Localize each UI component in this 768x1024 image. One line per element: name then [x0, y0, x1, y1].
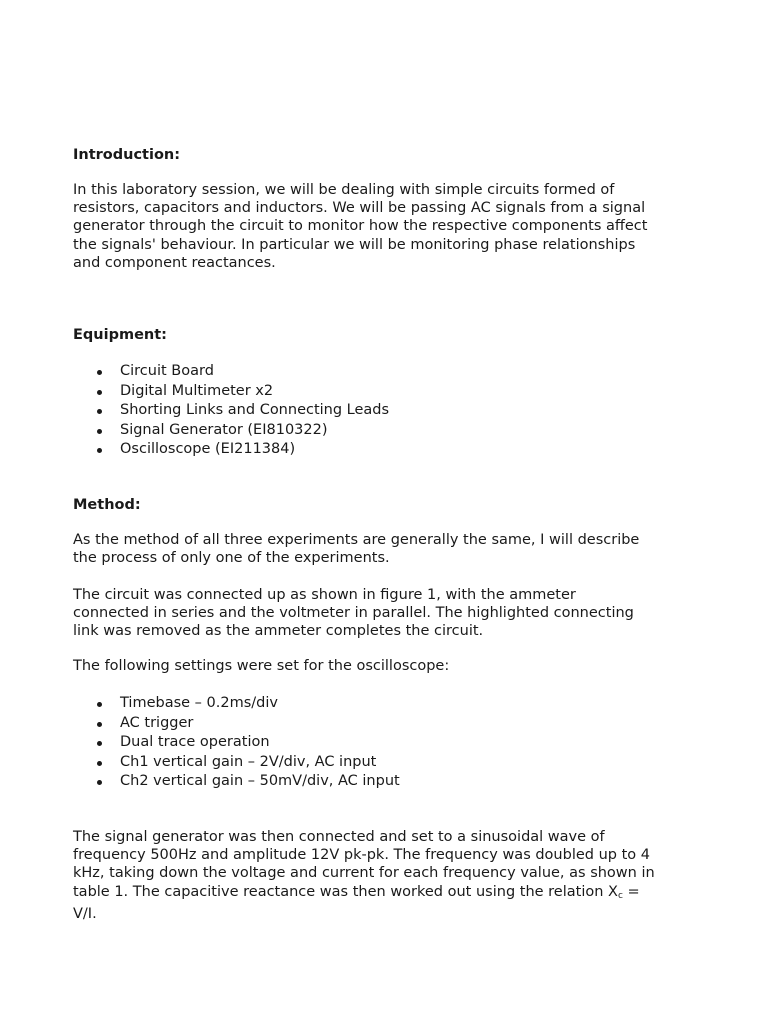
bullet-icon: [97, 741, 102, 746]
text-line: connected in series and the voltmeter in parallel. The highlighted connecting: [73, 605, 634, 622]
introduction-paragraph: [73, 181, 703, 272]
method-paragraph-1: [73, 531, 703, 567]
method-paragraph-3: [73, 657, 703, 675]
list-item-label: Signal Generator (EI810322): [120, 421, 328, 438]
text-line: The circuit was connected up as shown in figure 1, with the ammeter: [73, 587, 576, 603]
text-segment: table 1. The capacitive reactance was then worked out using the relation X: [73, 883, 618, 900]
subscript-c: c: [617, 890, 623, 901]
oscilloscope-settings-list: [73, 694, 400, 792]
list-item-label: AC trigger: [120, 714, 194, 731]
bullet-icon: [97, 448, 102, 453]
list-item: [73, 421, 389, 441]
text-line: [73, 883, 703, 905]
bullet-icon: [97, 409, 102, 414]
list-item: [73, 694, 400, 714]
text-line: and component reactances.: [73, 254, 276, 271]
list-item: [73, 362, 389, 382]
list-item: [73, 382, 389, 402]
text-line: In this laboratory session, we will be dealing with simple circuits formed of: [73, 182, 615, 198]
text-segment: =: [622, 883, 640, 900]
bullet-icon: [97, 780, 102, 785]
method-paragraph-2: [73, 586, 703, 641]
text-line: V/I.: [73, 905, 97, 922]
method-paragraph-4: [73, 828, 703, 923]
list-item-label: Ch2 vertical gain – 50mV/div, AC input: [120, 773, 400, 790]
bullet-icon: [97, 429, 102, 434]
text-line: frequency 500Hz and amplitude 12V pk-pk. The frequency was doubled up to 4: [73, 847, 650, 864]
list-item: [73, 772, 400, 792]
list-item: [73, 401, 389, 421]
bullet-icon: [97, 702, 102, 707]
text-line: resistors, capacitors and inductors. We will be passing AC signals from a signal: [73, 200, 646, 217]
list-item-label: Oscilloscope (EI211384): [120, 441, 296, 458]
list-item-label: Digital Multimeter x2: [120, 382, 274, 399]
bullet-icon: [97, 761, 102, 766]
list-item-label: Timebase – 0.2ms/div: [120, 695, 278, 711]
text-line: As the method of all three experiments are generally the same, I will describe: [73, 532, 640, 548]
text-line: the signals' behaviour. In particular we will be monitoring phase relationships: [73, 236, 636, 253]
equipment-list: [73, 362, 389, 460]
text-line: generator through the circuit to monitor how the respective components affect: [73, 218, 648, 235]
text-line: The signal generator was then connected and set to a sinusoidal wave of: [73, 829, 605, 845]
text-line: kHz, taking down the voltage and current for each frequency value, as shown in: [73, 865, 655, 882]
list-item-label: Shorting Links and Connecting Leads: [120, 402, 390, 419]
method-heading: Method:: [73, 497, 141, 513]
list-item-label: Dual trace operation: [120, 734, 270, 751]
text-line: The following settings were set for the oscilloscope:: [73, 658, 450, 674]
equipment-heading: Equipment:: [73, 327, 167, 343]
introduction-heading: Introduction:: [73, 147, 181, 163]
list-item: [73, 753, 400, 773]
bullet-icon: [97, 370, 102, 375]
list-item: [73, 714, 400, 734]
list-item-label: Ch1 vertical gain – 2V/div, AC input: [120, 753, 377, 770]
list-item-label: Circuit Board: [120, 363, 214, 379]
list-item: [73, 440, 389, 460]
list-item: [73, 733, 400, 753]
bullet-icon: [97, 722, 102, 727]
text-line: the process of only one of the experiments.: [73, 550, 390, 567]
bullet-icon: [97, 390, 102, 395]
text-line: link was removed as the ammeter completes the circuit.: [73, 623, 484, 640]
